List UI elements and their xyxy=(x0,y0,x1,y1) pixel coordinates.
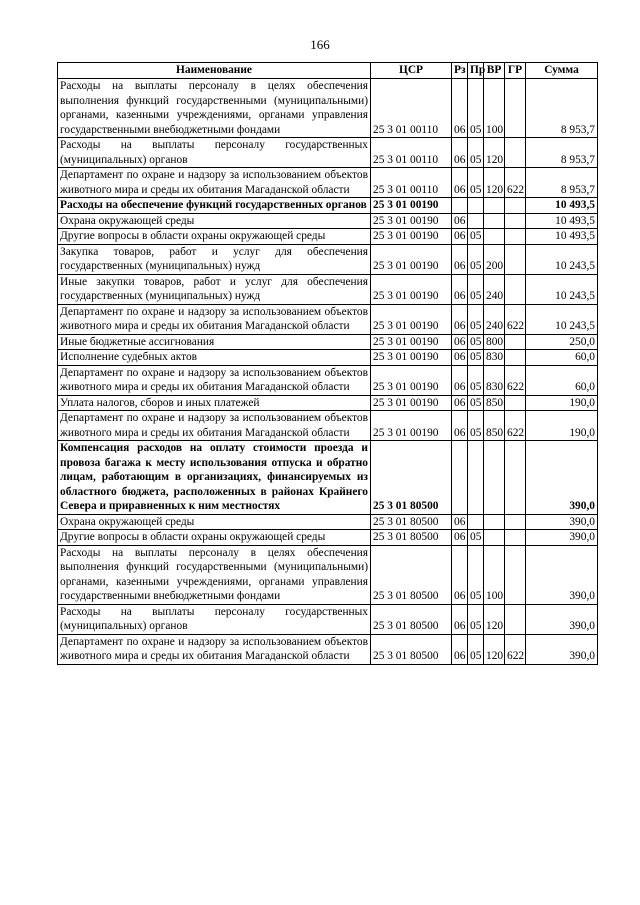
cell-csr: 25 3 01 00190 xyxy=(371,395,452,411)
table-row xyxy=(58,411,598,441)
cell-gr xyxy=(505,244,526,274)
cell-rz: 06 xyxy=(452,168,468,198)
cell-pr: 05 xyxy=(468,604,484,634)
cell-name: Расходы на выплаты персоналу государственных (муниципальных) органов xyxy=(58,138,371,168)
cell-rz: 06 xyxy=(452,634,468,664)
cell-pr: 05 xyxy=(468,244,484,274)
cell-vr: 240 xyxy=(484,274,505,304)
cell-csr: 25 3 01 80500 xyxy=(371,545,452,604)
cell-pr xyxy=(468,441,484,515)
cell-gr xyxy=(505,545,526,604)
cell-vr xyxy=(484,213,505,229)
table-body xyxy=(58,79,598,665)
cell-vr xyxy=(484,198,505,214)
cell-rz: 06 xyxy=(452,304,468,334)
cell-name: Расходы на выплаты персоналу государственных (муниципальных) органов xyxy=(58,604,371,634)
cell-vr xyxy=(484,229,505,245)
cell-sum: 60,0 xyxy=(526,365,598,395)
table-row xyxy=(58,604,598,634)
header-sum: Сумма xyxy=(526,63,598,79)
header-name: Наименование xyxy=(58,63,371,79)
header-rz: Рз xyxy=(452,63,468,79)
cell-name: Иные закупки товаров, работ и услуг для обеспечения государственных (муниципальных) нужд xyxy=(58,274,371,304)
cell-pr: 05 xyxy=(468,365,484,395)
cell-sum: 8 953,7 xyxy=(526,168,598,198)
table-row xyxy=(58,213,598,229)
header-vr: ВР xyxy=(484,63,505,79)
cell-rz: 06 xyxy=(452,514,468,530)
cell-vr: 240 xyxy=(484,304,505,334)
cell-vr: 850 xyxy=(484,411,505,441)
cell-vr: 120 xyxy=(484,604,505,634)
cell-sum: 10 493,5 xyxy=(526,229,598,245)
table-row xyxy=(58,334,598,350)
cell-vr xyxy=(484,530,505,546)
cell-name: Уплата налогов, сборов и иных платежей xyxy=(58,395,371,411)
cell-pr xyxy=(468,198,484,214)
cell-name: Охрана окружающей среды xyxy=(58,213,371,229)
cell-name: Департамент по охране и надзору за использованием объектов животного мира и среды их обитания Магаданской области xyxy=(58,365,371,395)
cell-gr: 622 xyxy=(505,411,526,441)
cell-csr: 25 3 01 00190 xyxy=(371,274,452,304)
cell-pr: 05 xyxy=(468,304,484,334)
cell-gr: 622 xyxy=(505,634,526,664)
cell-name: Департамент по охране и надзору за использованием объектов животного мира и среды их обитания Магаданской области xyxy=(58,411,371,441)
cell-sum: 10 243,5 xyxy=(526,304,598,334)
cell-rz: 06 xyxy=(452,334,468,350)
cell-name: Охрана окружающей среды xyxy=(58,514,371,530)
cell-csr: 25 3 01 00110 xyxy=(371,168,452,198)
cell-csr: 25 3 01 80500 xyxy=(371,604,452,634)
cell-gr xyxy=(505,229,526,245)
header-csr: ЦСР xyxy=(371,63,452,79)
cell-csr: 25 3 01 00190 xyxy=(371,411,452,441)
cell-pr: 05 xyxy=(468,138,484,168)
cell-vr: 830 xyxy=(484,365,505,395)
cell-sum: 250,0 xyxy=(526,334,598,350)
cell-rz xyxy=(452,198,468,214)
cell-gr xyxy=(505,274,526,304)
cell-pr: 05 xyxy=(468,274,484,304)
cell-name: Закупка товаров, работ и услуг для обеспечения государственных (муниципальных) нужд xyxy=(58,244,371,274)
cell-pr: 05 xyxy=(468,229,484,245)
cell-gr xyxy=(505,213,526,229)
cell-csr: 25 3 01 80500 xyxy=(371,530,452,546)
cell-pr: 05 xyxy=(468,395,484,411)
cell-name: Иные бюджетные ассигнования xyxy=(58,334,371,350)
cell-gr xyxy=(505,138,526,168)
table-row xyxy=(58,138,598,168)
cell-vr: 800 xyxy=(484,334,505,350)
cell-gr xyxy=(505,395,526,411)
cell-name: Другие вопросы в области охраны окружающей среды xyxy=(58,530,371,546)
cell-gr xyxy=(505,198,526,214)
cell-gr xyxy=(505,530,526,546)
cell-sum: 10 493,5 xyxy=(526,198,598,214)
cell-rz: 06 xyxy=(452,229,468,245)
cell-rz: 06 xyxy=(452,365,468,395)
cell-pr: 05 xyxy=(468,79,484,138)
table-row xyxy=(58,530,598,546)
cell-rz xyxy=(452,441,468,515)
cell-sum: 390,0 xyxy=(526,530,598,546)
cell-name: Расходы на выплаты персоналу в целях обеспечения выполнения функций государственными (муниципальными) органами, казенными учреждениями, органами управления государственными внебюджетными фондами xyxy=(58,79,371,138)
table-row xyxy=(58,229,598,245)
cell-rz: 06 xyxy=(452,395,468,411)
cell-vr: 120 xyxy=(484,168,505,198)
cell-vr: 100 xyxy=(484,79,505,138)
table-header-row xyxy=(58,63,598,79)
cell-name: Департамент по охране и надзору за использованием объектов животного мира и среды их обитания Магаданской области xyxy=(58,634,371,664)
cell-name: Департамент по охране и надзору за использованием объектов животного мира и среды их обитания Магаданской области xyxy=(58,304,371,334)
cell-gr xyxy=(505,350,526,366)
cell-gr: 622 xyxy=(505,168,526,198)
cell-gr xyxy=(505,604,526,634)
table-row xyxy=(58,79,598,138)
table-row xyxy=(58,514,598,530)
cell-csr: 25 3 01 80500 xyxy=(371,514,452,530)
cell-name: Компенсация расходов на оплату стоимости проезда и провоза багажа к месту использования отпуска и обратно лицам, работающим в организациях, финансируемых из областного бюджета, расположенных в районах Крайнего Севера и приравненных к ним местностях xyxy=(58,441,371,515)
cell-sum: 10 243,5 xyxy=(526,274,598,304)
cell-vr: 120 xyxy=(484,634,505,664)
cell-pr: 05 xyxy=(468,350,484,366)
cell-gr xyxy=(505,334,526,350)
cell-csr: 25 3 01 00190 xyxy=(371,198,452,214)
cell-sum: 10 493,5 xyxy=(526,213,598,229)
cell-rz: 06 xyxy=(452,545,468,604)
cell-pr: 05 xyxy=(468,334,484,350)
cell-sum: 60,0 xyxy=(526,350,598,366)
cell-sum: 190,0 xyxy=(526,411,598,441)
cell-sum: 390,0 xyxy=(526,441,598,515)
table-row xyxy=(58,198,598,214)
cell-csr: 25 3 01 80500 xyxy=(371,634,452,664)
cell-sum: 390,0 xyxy=(526,634,598,664)
cell-sum: 390,0 xyxy=(526,604,598,634)
cell-gr: 622 xyxy=(505,304,526,334)
cell-csr: 25 3 01 00190 xyxy=(371,350,452,366)
cell-rz: 06 xyxy=(452,350,468,366)
cell-vr: 200 xyxy=(484,244,505,274)
cell-pr: 05 xyxy=(468,411,484,441)
cell-csr: 25 3 01 80500 xyxy=(371,441,452,515)
cell-name: Исполнение судебных актов xyxy=(58,350,371,366)
budget-table xyxy=(57,62,598,665)
table-row xyxy=(58,304,598,334)
cell-sum: 8 953,7 xyxy=(526,138,598,168)
cell-rz: 06 xyxy=(452,213,468,229)
cell-sum: 190,0 xyxy=(526,395,598,411)
cell-rz: 06 xyxy=(452,274,468,304)
cell-csr: 25 3 01 00110 xyxy=(371,79,452,138)
cell-csr: 25 3 01 00190 xyxy=(371,304,452,334)
header-pr: Пр xyxy=(468,63,484,79)
cell-vr xyxy=(484,441,505,515)
cell-gr xyxy=(505,514,526,530)
cell-pr xyxy=(468,213,484,229)
table-row xyxy=(58,365,598,395)
cell-pr: 05 xyxy=(468,168,484,198)
table-row xyxy=(58,274,598,304)
cell-name: Другие вопросы в области охраны окружающей среды xyxy=(58,229,371,245)
cell-name: Департамент по охране и надзору за использованием объектов животного мира и среды их обитания Магаданской области xyxy=(58,168,371,198)
cell-vr: 850 xyxy=(484,395,505,411)
cell-rz: 06 xyxy=(452,79,468,138)
cell-gr xyxy=(505,441,526,515)
cell-pr xyxy=(468,514,484,530)
cell-sum: 390,0 xyxy=(526,545,598,604)
cell-rz: 06 xyxy=(452,604,468,634)
cell-rz: 06 xyxy=(452,411,468,441)
header-gr: ГР xyxy=(505,63,526,79)
cell-csr: 25 3 01 00190 xyxy=(371,365,452,395)
table-row xyxy=(58,441,598,515)
table-row xyxy=(58,395,598,411)
cell-pr: 05 xyxy=(468,545,484,604)
cell-vr xyxy=(484,514,505,530)
cell-pr: 05 xyxy=(468,634,484,664)
cell-rz: 06 xyxy=(452,138,468,168)
cell-rz: 06 xyxy=(452,244,468,274)
cell-sum: 10 243,5 xyxy=(526,244,598,274)
cell-csr: 25 3 01 00190 xyxy=(371,244,452,274)
page-number: 166 xyxy=(310,37,330,52)
cell-pr: 05 xyxy=(468,530,484,546)
cell-csr: 25 3 01 00110 xyxy=(371,138,452,168)
table-row xyxy=(58,244,598,274)
cell-vr: 120 xyxy=(484,138,505,168)
cell-vr: 830 xyxy=(484,350,505,366)
cell-gr: 622 xyxy=(505,365,526,395)
cell-name: Расходы на обеспечение функций государственных органов xyxy=(58,198,371,214)
table-row xyxy=(58,168,598,198)
cell-sum: 390,0 xyxy=(526,514,598,530)
table-row xyxy=(58,545,598,604)
table-row xyxy=(58,350,598,366)
cell-csr: 25 3 01 00190 xyxy=(371,229,452,245)
cell-vr: 100 xyxy=(484,545,505,604)
cell-rz: 06 xyxy=(452,530,468,546)
table-row xyxy=(58,634,598,664)
cell-sum: 8 953,7 xyxy=(526,79,598,138)
cell-csr: 25 3 01 00190 xyxy=(371,213,452,229)
cell-csr: 25 3 01 00190 xyxy=(371,334,452,350)
cell-name: Расходы на выплаты персоналу в целях обеспечения выполнения функций государственными (муниципальными) органами, казенными учреждениями, органами управления государственными внебюджетными фондами xyxy=(58,545,371,604)
cell-gr xyxy=(505,79,526,138)
